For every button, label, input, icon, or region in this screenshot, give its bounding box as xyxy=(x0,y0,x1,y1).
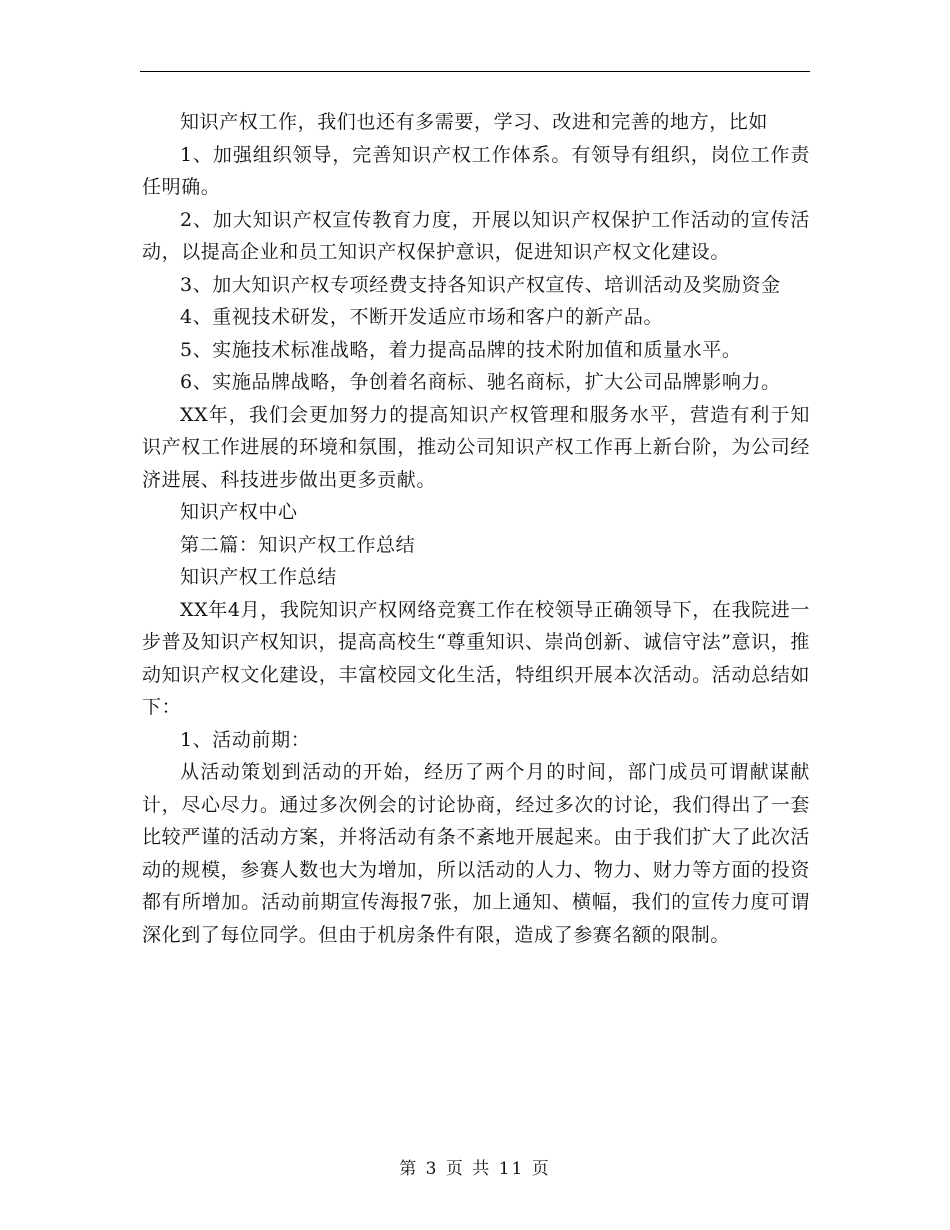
subheading: 1、活动前期： xyxy=(180,728,311,751)
page-number-footer: 第 3 页 共 11 页 xyxy=(399,1159,551,1179)
paragraph: 3、加大知识产权专项经费支持各知识产权宣传、培训活动及奖励资金 xyxy=(180,273,781,296)
paragraph: 知识产权工作，我们也还有多需要，学习、改进和完善的地方，比如 xyxy=(180,111,769,133)
paragraph: 1、加强组织领导，完善知识产权工作体系。有领导有组织，岗位工作责任明确。 xyxy=(142,143,810,198)
section-title: 知识产权工作总结 xyxy=(180,566,337,588)
paragraph: 4、重视技术研发，不断开发适应市场和客户的新产品。 xyxy=(180,306,664,328)
paragraph: 6、实施品牌战略，争创着名商标、驰名商标，扩大公司品牌影响力。 xyxy=(180,371,781,393)
paragraph: 2、加大知识产权宣传教育力度，开展以知识产权保护工作活动的宣传活动，以提高企业和员工知识产权保护意识，促进知识产权文化建设。 xyxy=(142,208,810,263)
header-rule xyxy=(140,71,810,72)
paragraph: XX年4月，我院知识产权网络竞赛工作在校领导正确领导下，在我院进一步普及知识产权知识，提高高校生“尊重知识、崇尚创新、诚信守法”意识，推动知识产权文化建设，丰富校园文化生活，特组织开展本次活动。活动总结如下： xyxy=(142,598,810,718)
paragraph: 从活动策划到活动的开始，经历了两个月的时间，部门成员可谓献谋献计，尽心尽力。通过多次例会的讨论协商，经过多次的讨论，我们得出了一套比较严谨的活动方案，并将活动有条不紊地开展起来。由于我们扩大了此次活动的规模，参赛人数也大为增加，所以活动的人力、物力、财力等方面的投资都有所增加。活动前期宣传海报7张，加上通知、横幅，我们的宣传力度可谓深化到了每位同学。但由于机房条件有限，造成了参赛名额的限制。 xyxy=(142,761,810,946)
section-heading: 第二篇：知识产权工作总结 xyxy=(180,533,416,556)
signature-line: 知识产权中心 xyxy=(180,501,298,523)
body-text xyxy=(142,106,810,951)
paragraph: XX年，我们会更加努力的提高知识产权管理和服务水平，营造有利于知识产权工作进展的环境和氛围，推动公司知识产权工作再上新台阶，为公司经济进展、科技进步做出更多贡献。 xyxy=(142,403,810,491)
paragraph: 5、实施技术标准战略，着力提高品牌的技术附加值和质量水平。 xyxy=(180,338,742,361)
